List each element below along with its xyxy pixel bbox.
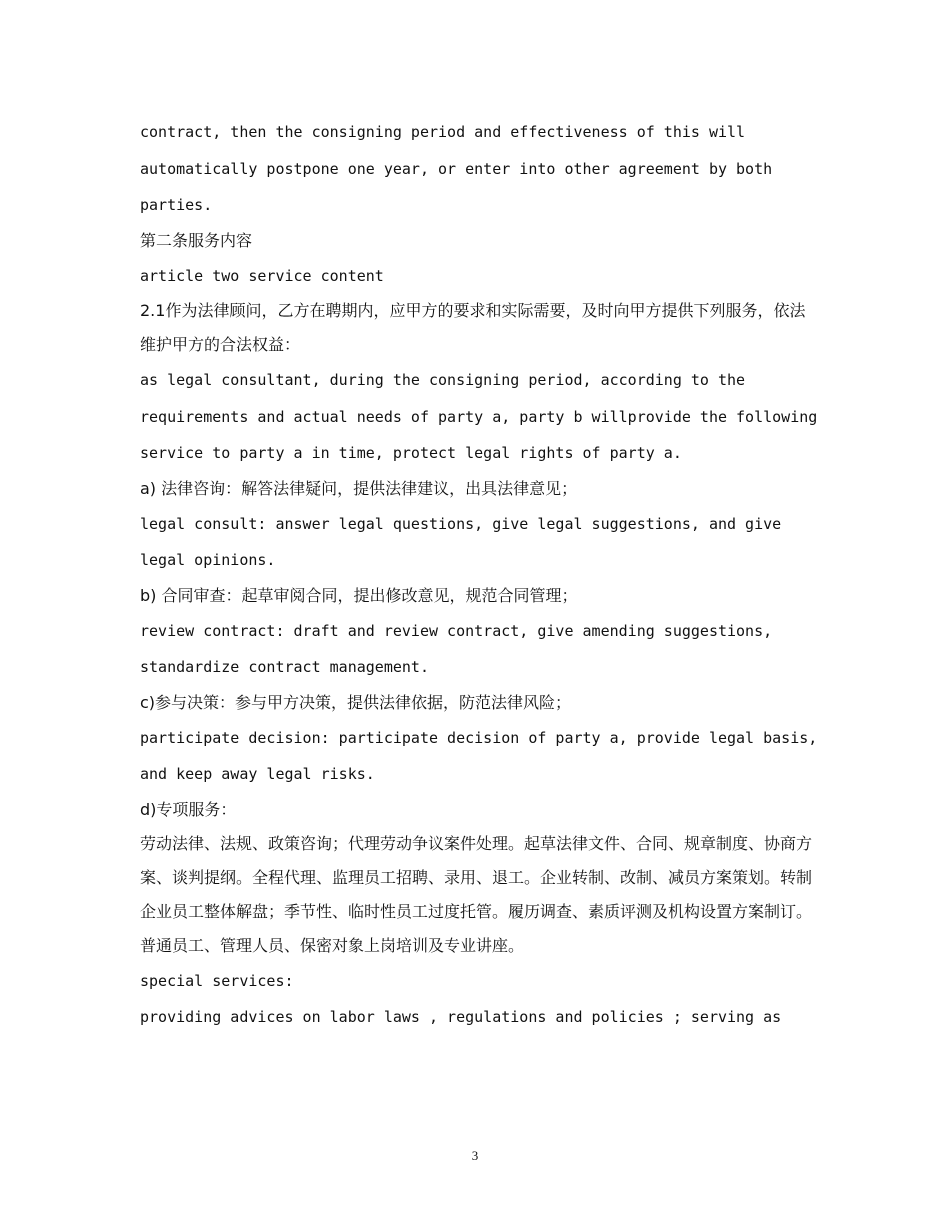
special-services-cn: 劳动法律、法规、政策咨询；代理劳动争议案件处理。起草法律文件、合同、规章制度、协商方案、谈判提纲。全程代理、监理员工招聘、录用、退工。企业转制、改制、减员方案策划。转制企业员工整体解盘；季节性、临时性员工过度托管。履历调查、素质评测及机构设置方案制订。普通员工、管理人员、保密对象上岗培训及专业讲座。 (140, 833, 813, 955)
page-body (140, 114, 820, 1036)
page-number: 3 (471, 1148, 479, 1163)
item-d-cn: d)专项服务： (140, 799, 237, 819)
clause-2-1-en: as legal consultant, during the consigning period, according to the requirements and actual needs of party a, party b willprovide the following service to party a in time, protect legal rights of party a. (140, 371, 818, 462)
special-services-en: special services: (140, 971, 294, 990)
item-a-en: legal consult: answer legal questions, give legal suggestions, and give legal opinions. (140, 514, 782, 569)
heading-article-two-en: article two service content (140, 266, 384, 285)
clause-2-1-cn: 2.1作为法律顾问，乙方在聘期内，应甲方的要求和实际需要，及时向甲方提供下列服务，依法维护甲方的合法权益： (140, 301, 806, 354)
item-b-en: review contract: draft and review contract, give amending suggestions, standardize contract management. (140, 621, 773, 676)
special-services-detail-en: providing advices on labor laws , regulations and policies ; serving as (140, 1008, 782, 1026)
heading-article-two-cn: 第二条服务内容 (140, 230, 253, 250)
paragraph-en-1: contract, then the consigning period and effectiveness of this will automatically postpone one year, or enter into other agreement by both parties. (140, 123, 773, 214)
item-b-cn: b) 合同审查：起草审阅合同，提出修改意见，规范合同管理； (140, 585, 578, 605)
item-c-en: participate decision: participate decision of party a, provide legal basis, and keep away legal risks. (140, 728, 818, 783)
item-a-cn: a) 法律咨询：解答法律疑问，提供法律建议，出具法律意见； (140, 478, 578, 498)
item-c-cn: c)参与决策：参与甲方决策，提供法律依据，防范法律风险； (140, 692, 572, 712)
